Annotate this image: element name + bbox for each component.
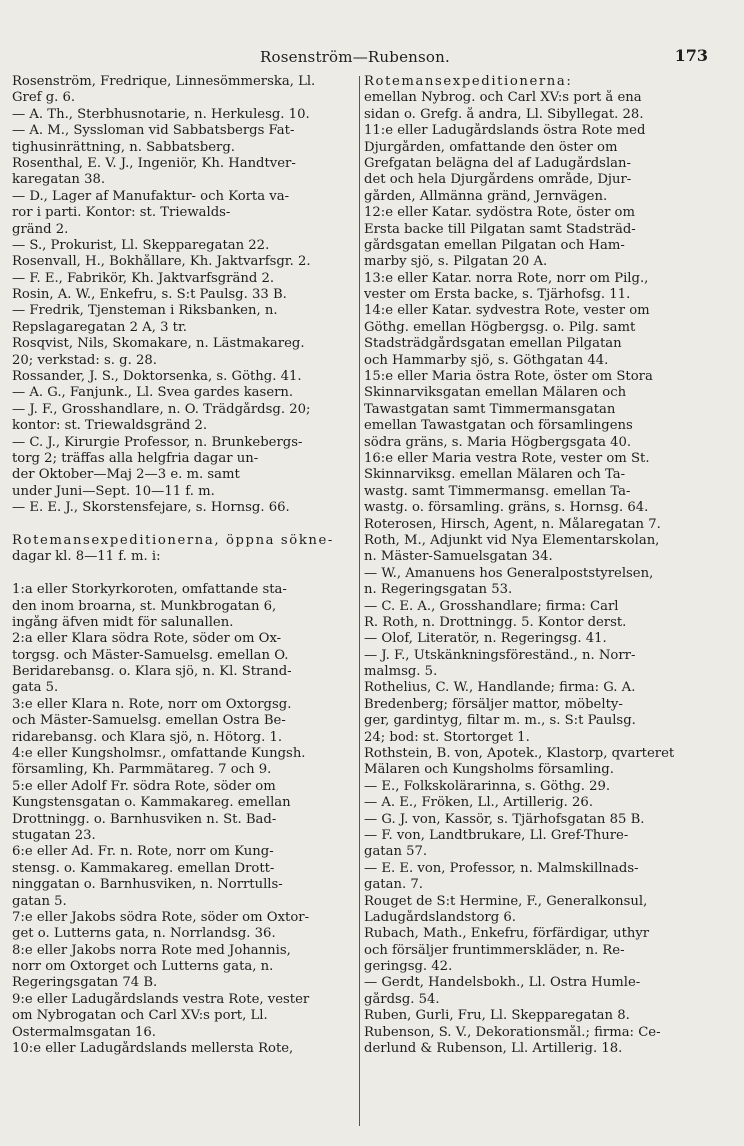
text-line: n. Mäster-Samuelsgatan 34.	[364, 549, 553, 565]
text-line: 4:e eller Kungsholmsr., omfattande Kungsh.	[12, 746, 306, 762]
text-line: torgsg. och Mäster-Samuelsg. emellan Ö.	[12, 647, 289, 663]
text-line: 20; verkstad: s. g. 28.	[12, 352, 157, 368]
text-line: — A. E., Fröken, Ll., Artillerig. 26.	[364, 795, 594, 811]
text-line: Drottningg. o. Barnhusviken n. St. Bad-	[12, 811, 277, 827]
text-line: gården, Allmänna gränd, Jernvägen.	[364, 188, 608, 204]
text-line: ridarebansg. och Klara sjö, n. Hötorg. 1.	[12, 729, 283, 745]
text-line: 5:e eller Adolf Fr. södra Rote, söder om	[12, 778, 276, 794]
text-line: ingång äfven midt för salunallen.	[12, 614, 234, 630]
text-line: Beridarebansg. o. Klara sjö, n. Kl. Strand-	[12, 664, 292, 680]
text-line: Östermalmsgatan 16.	[12, 1024, 156, 1040]
text-line: Rubenson, S. V., Dekorationsmål.; firma: Ce-	[364, 1024, 661, 1040]
text-line: — A. Th., Sterbhusnotarie, n. Herkulesg. 10.	[12, 106, 310, 122]
text-line: Ruben, Gurli, Fru, Ll. Skepparegatan 8.	[364, 1008, 630, 1024]
text-line: 24; bod: st. Stortorget 1.	[364, 729, 530, 745]
text-line: gatan 5.	[12, 893, 67, 909]
text-line: Rosqvist, Nils, Skomakare, n. Lästmakareg.	[12, 336, 305, 352]
text-line: — A. M., Syssloman vid Sabbatsbergs Fat-	[12, 123, 295, 139]
text-line: — F. E., Fabrikör, Kh. Jaktvarfsgränd 2.	[12, 270, 275, 286]
text-line: emellan Nybrog. och Carl XV:s port å ena	[364, 90, 642, 106]
text-line: Rothstein, B. von, Apotek., Klastorp, qvarteret	[364, 746, 675, 762]
text-line: — J. F., Grosshandlare, n. Ö. Trädgårdsg. 20;	[12, 401, 311, 417]
text-line: Gref g. 6.	[12, 90, 76, 106]
text-line: Göthg. emellan Högbergsg. o. Pilg. samt	[364, 319, 636, 335]
text-line: Rotemansexpeditionerna:	[364, 74, 573, 89]
text-line: Rosenthal, E. V. J., Ingeniör, Kh. Handtver-	[12, 155, 296, 171]
text-line: den inom broarna, st. Munkbrogatan 6,	[12, 598, 277, 614]
text-line: 13:e eller Katar. norra Rote, norr om Pilg.,	[364, 270, 649, 286]
text-line: gårdsg. 54.	[364, 991, 440, 1007]
text-line: 8:e eller Jakobs norra Rote med Johannis,	[12, 942, 291, 958]
text-line: ror i parti. Kontor: st. Triewalds-	[12, 205, 231, 221]
text-line: — F. von, Landtbrukare, Ll. Gref-Thure-	[364, 827, 629, 843]
text-line: sidan o. Grefg. å andra, Ll. Sibyllegat. 28.	[364, 106, 644, 122]
text-line: — C. E. A., Grosshandlare; firma: Carl	[364, 598, 619, 614]
text-line: och försäljer fruntimmerskläder, n. Re-	[364, 942, 625, 958]
text-line: Bredenberg; försäljer mattor, möbelty-	[364, 696, 623, 712]
text-line: ger, gardintyg, filtar m. m., s. S:t Paulsg.	[364, 713, 636, 729]
text-line: 10:e eller Ladugårdslands mellersta Rote,	[12, 1041, 294, 1057]
text-line: — E. E. von, Professor, n. Malmskillnads-	[364, 860, 639, 876]
text-line: — A. G., Fanjunk., Ll. Svea gardes kasern.	[12, 385, 294, 401]
text-line: och Mäster-Samuelsg. emellan Östra Be-	[12, 713, 286, 729]
text-line: geringsg. 42.	[364, 959, 453, 975]
text-line: Rothelius, C. W., Handlande; firma: G. A.	[364, 680, 636, 696]
text-line: — Olof, Literatör, n. Regeringsg. 41.	[364, 631, 607, 647]
text-line: Skinnarviksg. emellan Mälaren och Ta-	[364, 467, 626, 483]
text-line: 14:e eller Katar. sydvestra Rote, vester om	[364, 303, 650, 319]
text-line: der Oktober—Maj 2—3 e. m. samt	[12, 467, 240, 483]
text-line: det och hela Djurgårdens område, Djur-	[364, 172, 632, 188]
text-line: Djurgården, omfattande den öster om	[364, 139, 618, 155]
text-line: Regeringsgatan 74 B.	[12, 975, 158, 991]
text-line: dagar kl. 8—11 f. m. i:	[12, 549, 161, 565]
text-line: gårdsgatan emellan Pilgatan och Ham-	[364, 237, 625, 253]
text-line: 16:e eller Maria vestra Rote, vester om St.	[364, 450, 650, 466]
text-line: Mälaren och Kungsholms församling.	[364, 762, 614, 778]
text-line: wastg. o. församling. gräns, s. Hornsg. 64.	[364, 500, 649, 516]
text-line: derlund & Rubenson, Ll. Artillerig. 18.	[364, 1041, 623, 1057]
text-line: — S., Prokurist, Ll. Skepparegatan 22.	[12, 237, 270, 253]
text-line: Kungstensgatan o. Kammakareg. emellan	[12, 795, 291, 811]
text-line: marby sjö, s. Pilgatan 20 A.	[364, 254, 548, 270]
text-line: 6:e eller Ad. Fr. n. Rote, norr om Kung-	[12, 844, 274, 860]
text-line: Rouget de S:t Hermine, F., Generalkonsul,	[364, 893, 648, 909]
page-number: 173	[674, 46, 708, 65]
text-line: 15:e eller Maria östra Rote, öster om Stora	[364, 369, 653, 385]
text-line: — E., Folkskolärarinna, s. Göthg. 29.	[364, 778, 611, 794]
text-line: — Fredrik, Tjensteman i Riksbanken, n.	[12, 303, 278, 319]
text-line: under Juni—Sept. 10—11 f. m.	[12, 483, 215, 499]
text-line: — W., Amanuens hos Generalpoststyrelsen,	[364, 565, 654, 581]
text-line: gatan 57.	[364, 844, 428, 860]
text-line: Rosin, A. W., Enkefru, s. S:t Paulsg. 33 B.	[12, 287, 287, 303]
text-line: Rubach, Math., Enkefru, förfärdigar, uthyr	[364, 926, 650, 942]
text-line: Rosenström, Fredrique, Linnesömmerska, Ll.	[12, 74, 316, 89]
text-line: 3:e eller Klara n. Rote, norr om Oxtorgsg.	[12, 696, 292, 712]
text-line: gatan. 7.	[364, 877, 423, 893]
text-line: gata 5.	[12, 680, 59, 696]
text-line: tighusinrättning, n. Sabbatsberg.	[12, 139, 235, 155]
text-line: Repslagaregatan 2 A, 3 tr.	[12, 319, 188, 335]
text-line: 1:a eller Storkyrkoroten, omfattande sta-	[12, 582, 287, 598]
text-line: södra gräns, s. Maria Högbergsgata 40.	[364, 434, 632, 450]
text-line: Stadsträdgårdsgatan emellan Pilgatan	[364, 336, 622, 352]
text-line: Roterosen, Hirsch, Agent, n. Målaregatan 7.	[364, 516, 661, 532]
text-line: n. Regeringsgatan 53.	[364, 582, 513, 598]
text-line: Ladugårdslandstorg 6.	[364, 909, 516, 925]
text-line: om Nybrogatan och Carl XV:s port, Ll.	[12, 1008, 268, 1024]
text-line: kontor: st. Triewaldsgränd 2.	[12, 418, 208, 434]
text-line: — C. J., Kirurgie Professor, n. Brunkebergs-	[12, 434, 303, 450]
text-line: Rotemansexpeditionerna, öppna sökne-	[12, 532, 334, 548]
text-line: stensg. o. Kammakareg. emellan Drott-	[12, 860, 275, 876]
page-header	[0, 48, 744, 72]
right-column	[364, 74, 736, 1057]
running-head: Rosenström—Rubenson.	[260, 48, 450, 66]
text-line: — Gerdt, Handelsbokh., Ll. Östra Humle-	[364, 975, 641, 991]
text-line: Roth, M., Adjunkt vid Nya Elementarskolan,	[364, 532, 660, 548]
text-line: Rosenvall, H., Bokhållare, Kh. Jaktvarfsgr. 2.	[12, 254, 311, 270]
text-line: karegatan 38.	[12, 172, 106, 188]
text-line: torg 2; träffas alla helgfria dagar un-	[12, 450, 259, 466]
text-line: R. Roth, n. Drottningg. 5. Kontor derst.	[364, 614, 627, 630]
text-line: malmsg. 5.	[364, 664, 438, 680]
text-line: 12:e eller Katar. sydöstra Rote, öster om	[364, 205, 636, 221]
text-line: — E. E. J., Skorstensfejare, s. Hornsg. 66.	[12, 500, 290, 516]
left-column	[12, 74, 358, 1057]
text-line: norr om Oxtorget och Lutterns gata, n.	[12, 959, 274, 975]
text-line: — G. J. von, Kassör, s. Tjärhofsgatan 85 B.	[364, 811, 645, 827]
text-line: stugatan 23.	[12, 827, 96, 843]
text-line	[12, 566, 358, 582]
text-line: Ersta backe till Pilgatan samt Stadsträd-	[364, 221, 636, 237]
text-line: 2:a eller Klara södra Rote, söder om Ox-	[12, 631, 282, 647]
column-divider	[359, 76, 360, 1126]
text-line: gränd 2.	[12, 221, 69, 237]
text-line	[12, 517, 358, 533]
text-line: 11:e eller Ladugårdslands östra Rote med	[364, 123, 646, 139]
text-line: Rossander, J. S., Doktorsenka, s. Göthg. 41.	[12, 369, 302, 385]
text-line: wastg. samt Timmermansg. emellan Ta-	[364, 483, 631, 499]
text-line: och Hammarby sjö, s. Göthgatan 44.	[364, 352, 609, 368]
text-line: — D., Lager af Manufaktur- och Korta va-	[12, 188, 290, 204]
text-line: 7:e eller Jakobs södra Rote, söder om Oxtor-	[12, 909, 310, 925]
text-line: emellan Tawastgatan och församlingens	[364, 418, 633, 434]
text-line: Grefgatan belägna del af Ladugårdslan-	[364, 155, 631, 171]
text-line: församling, Kh. Parmmätareg. 7 och 9.	[12, 762, 272, 778]
text-line: Skinnarviksgatan emellan Mälaren och	[364, 385, 627, 401]
text-line: 9:e eller Ladugårdslands vestra Rote, vester	[12, 991, 310, 1007]
text-line: vester om Ersta backe, s. Tjärhofsg. 11.	[364, 287, 631, 303]
text-line: — J. F., Utskänkningsföreständ., n. Norr-	[364, 647, 636, 663]
text-line: get o. Lutterns gata, n. Norrlandsg. 36.	[12, 926, 276, 942]
text-line: Tawastgatan samt Timmermansgatan	[364, 401, 616, 417]
text-line: ninggatan o. Barnhusviken, n. Norrtulls-	[12, 877, 283, 893]
